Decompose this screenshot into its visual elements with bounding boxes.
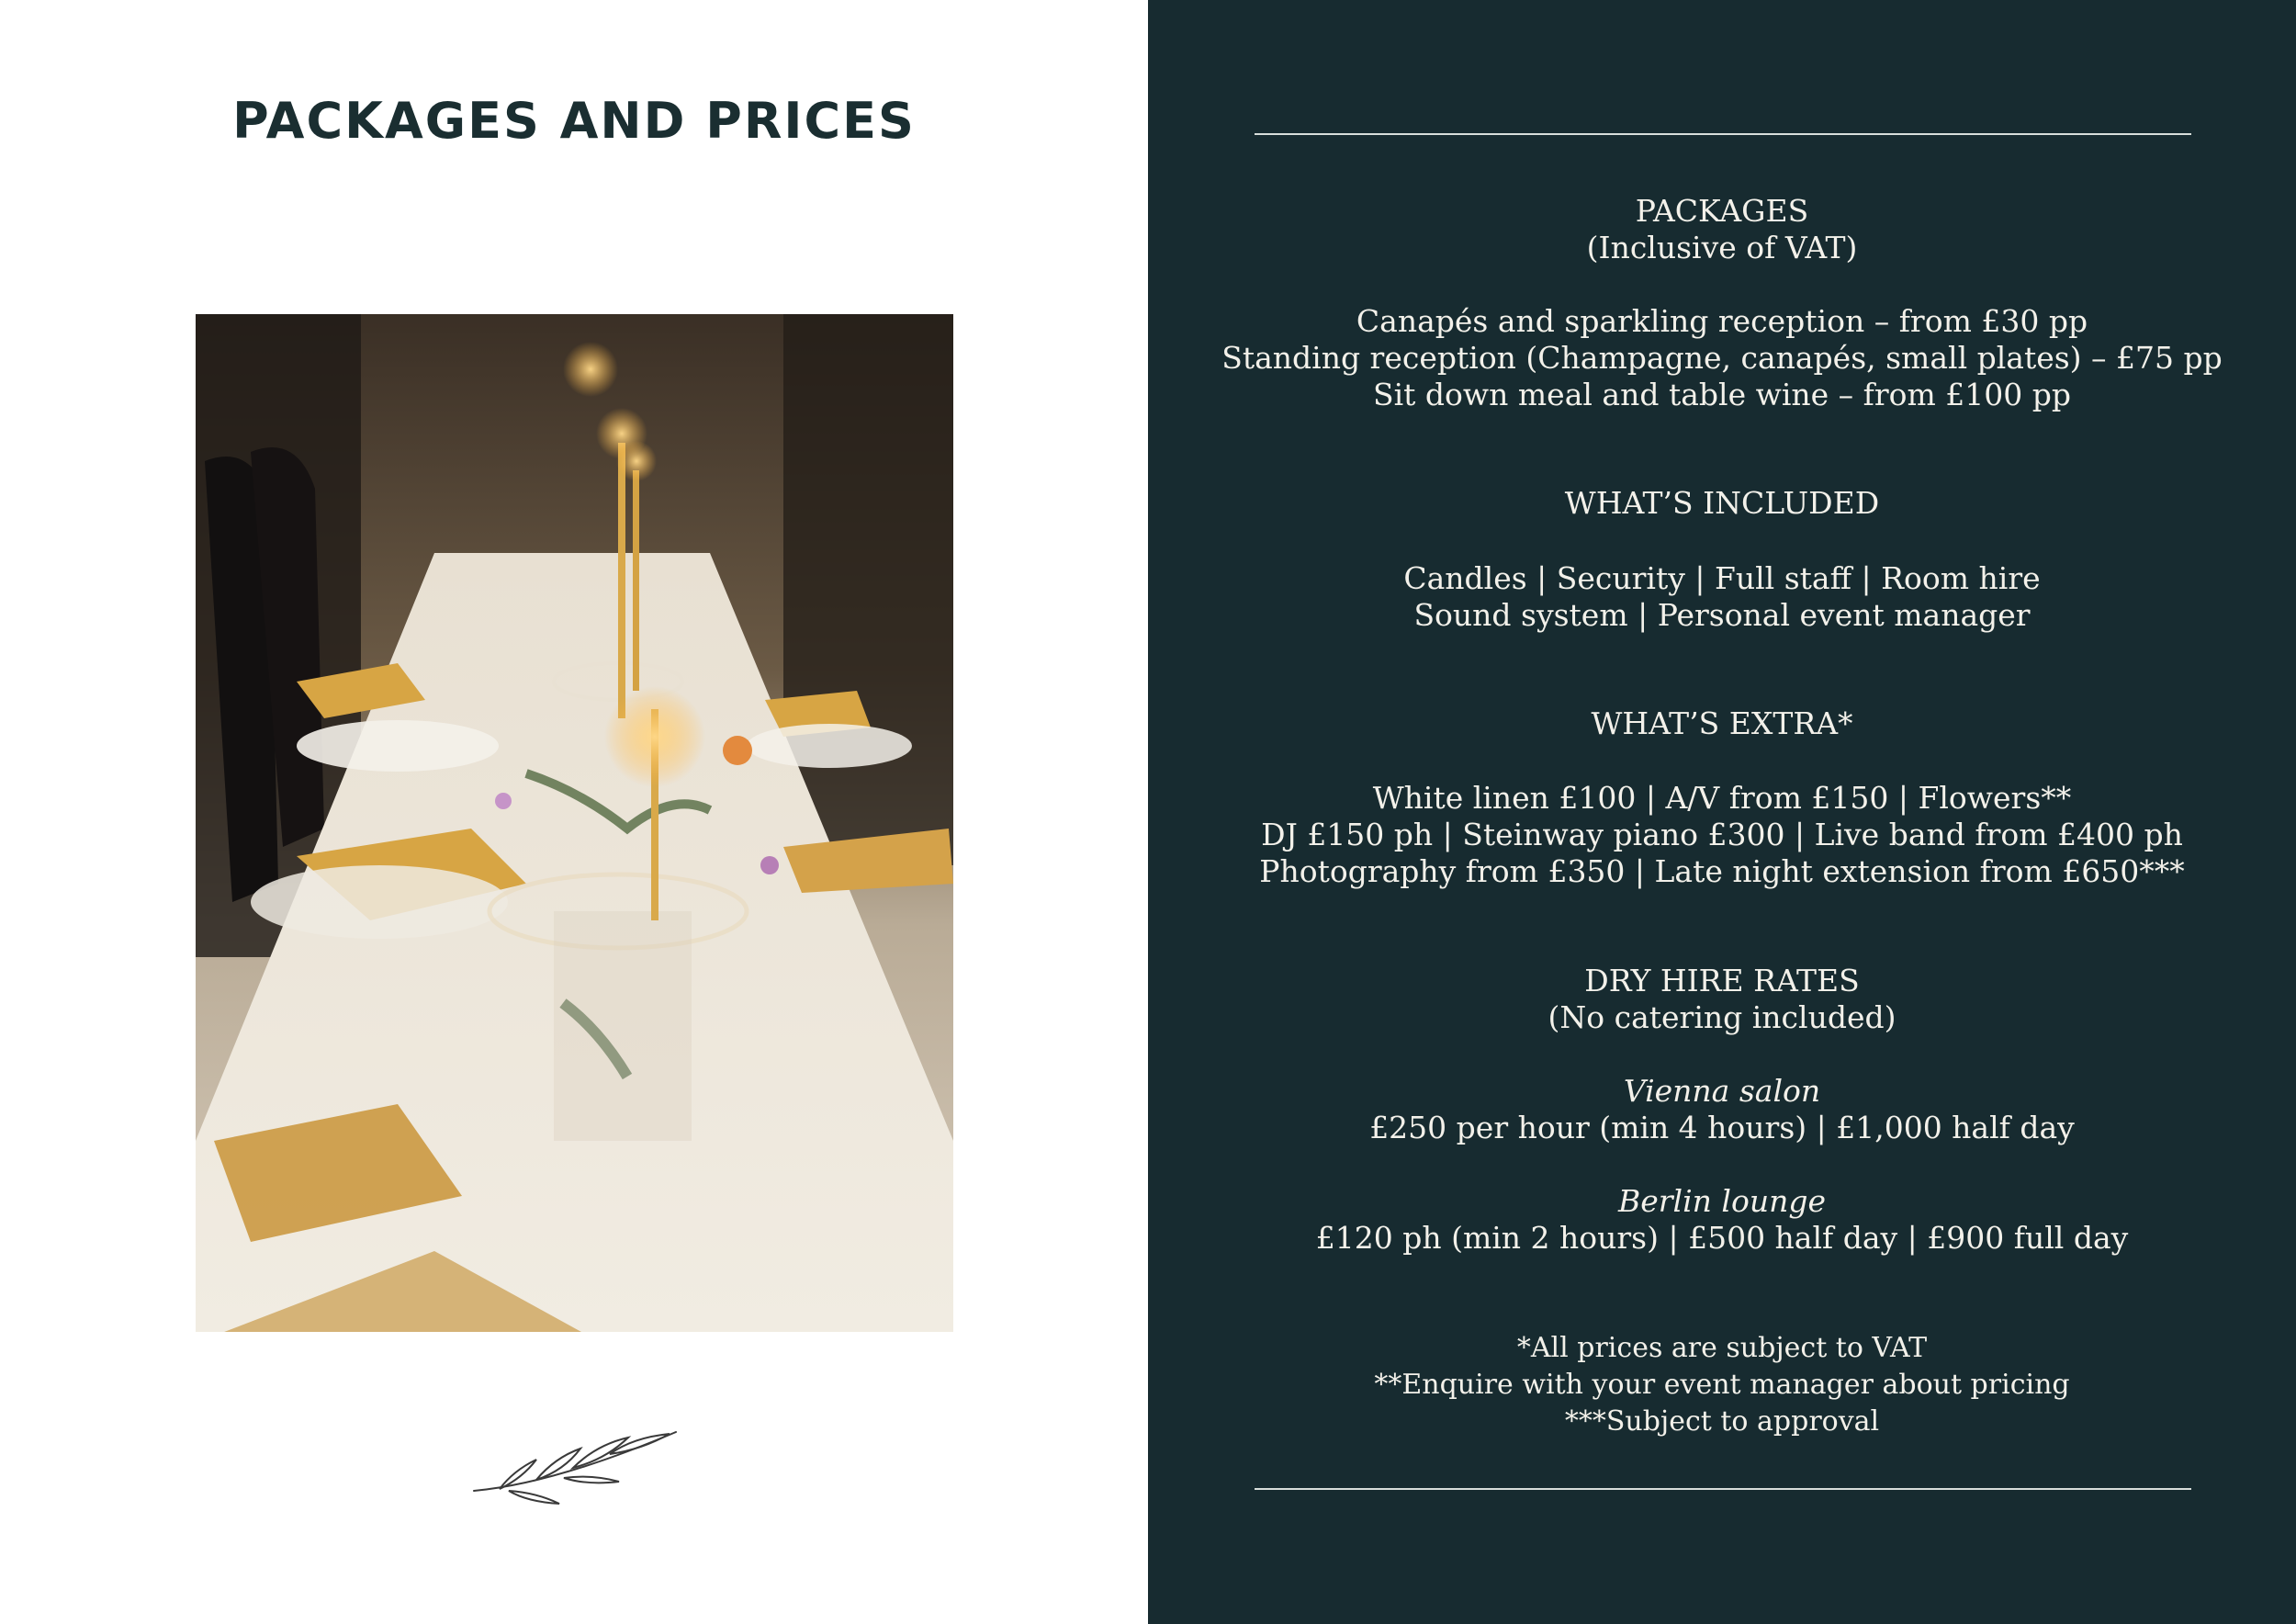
footnote: **Enquire with your event manager about pricing — [1374, 1369, 2070, 1401]
bottom-divider — [1255, 1488, 2191, 1490]
included-line: Candles | Security | Full staff | Room hire — [1403, 560, 2041, 596]
extra-line: DJ £150 ph | Steinway piano £300 | Live band from £400 ph — [1261, 817, 2183, 852]
package-item: Canapés and sparkling reception – from £30 pp — [1356, 303, 2088, 339]
package-item: Standing reception (Champagne, canapés, small plates) – £75 pp — [1221, 340, 2223, 376]
venue-rate: £120 ph (min 2 hours) | £500 half day | £900 full day — [1315, 1220, 2129, 1256]
extra-title: WHAT’S EXTRA* — [1591, 705, 1853, 741]
dry-hire-title: DRY HIRE RATES — [1584, 963, 1860, 998]
top-divider — [1255, 133, 2191, 135]
table-setting-image — [196, 314, 953, 1332]
included-line: Sound system | Personal event manager — [1413, 597, 2031, 633]
dining-table-photo — [196, 314, 953, 1332]
footnote: *All prices are subject to VAT — [1516, 1332, 1928, 1364]
extra-line: Photography from £350 | Late night extension from £650*** — [1259, 853, 2185, 889]
olive-sprig-icon — [472, 1427, 680, 1506]
footnote: ***Subject to approval — [1564, 1405, 1880, 1438]
venue-rate: £250 per hour (min 4 hours) | £1,000 half day — [1369, 1110, 2075, 1145]
venue-name: Berlin lounge — [1618, 1183, 1826, 1219]
page-heading: PACKAGES AND PRICES — [232, 92, 916, 150]
venue-name: Vienna salon — [1623, 1073, 1821, 1109]
extra-line: White linen £100 | A/V from £150 | Flowers** — [1372, 780, 2072, 816]
included-title: WHAT’S INCLUDED — [1564, 485, 1880, 521]
dry-hire-subtitle: (No catering included) — [1548, 999, 1896, 1035]
right-page — [1148, 0, 2296, 1624]
packages-subtitle: (Inclusive of VAT) — [1586, 230, 1858, 265]
packages-title: PACKAGES — [1635, 193, 1809, 229]
package-item: Sit down meal and table wine – from £100 pp — [1372, 377, 2072, 412]
